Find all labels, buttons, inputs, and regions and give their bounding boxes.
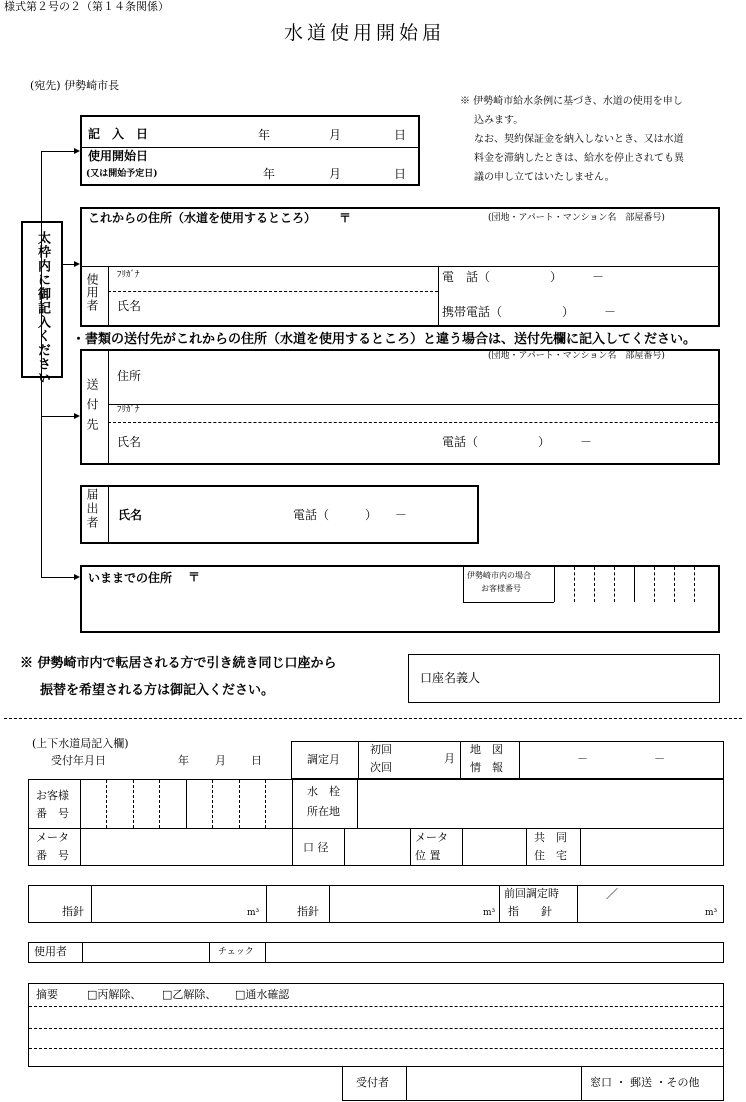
entry-year: 年 [258, 128, 271, 142]
new-address-postal: 〒 [339, 211, 352, 225]
reading-unit-3: m³ [705, 908, 718, 918]
notifier-label: 届出者 [85, 488, 99, 530]
start-day: 日 [394, 167, 407, 181]
summary-option-2: □乙解除、 [162, 988, 217, 1001]
received-day: 日 [251, 754, 262, 767]
customer-no-label-2: 番 号 [36, 807, 69, 820]
new-address-hint: (団地・アパート・マンション名 部屋番号) [488, 213, 665, 223]
new-address-label: これからの住所（水道を使用するところ） [88, 211, 317, 225]
send-to-name-label: 氏名 [117, 435, 142, 449]
bore-label: 口 径 [303, 841, 329, 854]
receipt-channels: 窓口 ・ 郵送 ・その他 [590, 1076, 700, 1089]
entry-month: 月 [329, 128, 342, 142]
next-label: 次回 [370, 761, 392, 774]
form-number: 様式第２号の２（第１４条関係） [4, 0, 169, 13]
cut-line [4, 718, 742, 719]
start-month: 月 [329, 167, 342, 181]
old-address-box [80, 565, 720, 633]
survey-month-label: 調定月 [307, 753, 340, 766]
prev-reading-label-1: 前回調定時 [504, 887, 559, 900]
transfer-line-1: ※ 伊勢崎市内で転居される方で引き続き同じ口座から [20, 656, 337, 671]
prev-reading-label-2: 指 針 [508, 905, 552, 918]
customer-no-label-1: お客様 [36, 789, 69, 802]
send-note: ・書類の送付先がこれからの住所（水道を使用するところ）と違う場合は、送付先欄に記入してください。 [72, 332, 697, 347]
user-label: 使用者 [85, 273, 99, 312]
send-to-hint: (団地・アパート・マンション名 部屋番号) [488, 351, 665, 361]
side-label-box [21, 221, 63, 385]
summary-label: 摘要 [36, 988, 58, 1001]
map-label: 地 図 [470, 743, 503, 756]
meter-no-label-1: メータ [36, 831, 69, 844]
meter-no-label-2: 番 号 [36, 849, 69, 862]
user-mobile: 携帯電話（ ） － [442, 305, 617, 319]
entry-day: 日 [394, 128, 407, 142]
check-label: チェック [218, 947, 254, 957]
start-date-sub: (又は開始予定日) [86, 169, 158, 179]
shared-label-1: 共 同 [534, 831, 567, 844]
user-check-row [28, 942, 724, 963]
receiver-label: 受付者 [356, 1076, 389, 1089]
tap-label-2: 所在地 [307, 805, 340, 818]
customer-note-2: お客様番号 [481, 584, 521, 593]
map-dashes: － － [577, 752, 665, 765]
shared-label-2: 住 宅 [534, 849, 567, 862]
account-holder-label: 口座名義人 [420, 671, 481, 685]
user-furigana: ﾌﾘｶﾞﾅ [117, 270, 140, 280]
customer-note-1: 伊勢崎市内の場合 [467, 571, 531, 580]
addressee: (宛先) 伊勢崎市長 [30, 79, 120, 92]
tap-label-1: 水 栓 [307, 785, 340, 798]
reading-unit-2: m³ [483, 908, 496, 918]
old-address-postal: 〒 [188, 570, 201, 584]
info-label: 情 報 [470, 761, 503, 774]
start-year: 年 [263, 167, 276, 181]
side-label: 太枠内に御記入ください [35, 231, 50, 385]
notice-text: ※ 伊勢崎市給水条例に基づき、水道の使用を申し 込みます。 なお、契約保証金を納入しないとき、又は水道 料金を滞納したときは、給水を停止されても異 議の申し立てはいたしません。 [460, 96, 684, 183]
office-section-label: (上下水道局記入欄) [32, 737, 129, 750]
send-to-box [80, 349, 720, 465]
old-address-label: いままでの住所 [88, 571, 173, 585]
user-name-label: 氏名 [117, 299, 142, 313]
notifier-name-label: 氏名 [118, 508, 143, 522]
user-phone: 電 話（ ） － [442, 270, 605, 284]
new-address-box [80, 207, 720, 327]
received-date-label: 受付年月日 [51, 754, 106, 767]
notifier-phone: 電話（ ） － [293, 508, 408, 522]
prev-reading-slash: ／ [606, 887, 619, 901]
first-label: 初回 [370, 743, 392, 756]
reading-unit-1: m³ [247, 908, 260, 918]
summary-option-3: □通水確認 [235, 988, 290, 1001]
reading-label-2: 指針 [297, 905, 319, 918]
received-year: 年 [178, 754, 189, 767]
meter-row [28, 828, 724, 866]
start-date-label: 使用開始日 [88, 149, 149, 163]
survey-month-unit: 月 [444, 752, 455, 765]
page-title: 水道使用開始届 [284, 22, 446, 44]
customer-row [28, 779, 724, 829]
meter-pos-label-1: メータ [415, 831, 448, 844]
reading-label-1: 指針 [62, 905, 84, 918]
office-user-label: 使用者 [34, 945, 67, 958]
readings-row [28, 885, 724, 923]
summary-option-1: □丙解除、 [87, 988, 142, 1001]
transfer-line-2: 振替を希望される方は御記入ください。 [40, 683, 275, 698]
send-to-label: 送付先 [85, 378, 99, 438]
received-month: 月 [215, 754, 226, 767]
send-to-phone: 電話（ ） － [442, 435, 593, 449]
send-to-furigana: ﾌﾘｶﾞﾅ [117, 405, 140, 415]
send-to-address-label: 住所 [117, 369, 142, 383]
meter-pos-label-2: 位 置 [415, 849, 441, 862]
entry-date-label: 記 入 日 [88, 127, 149, 141]
